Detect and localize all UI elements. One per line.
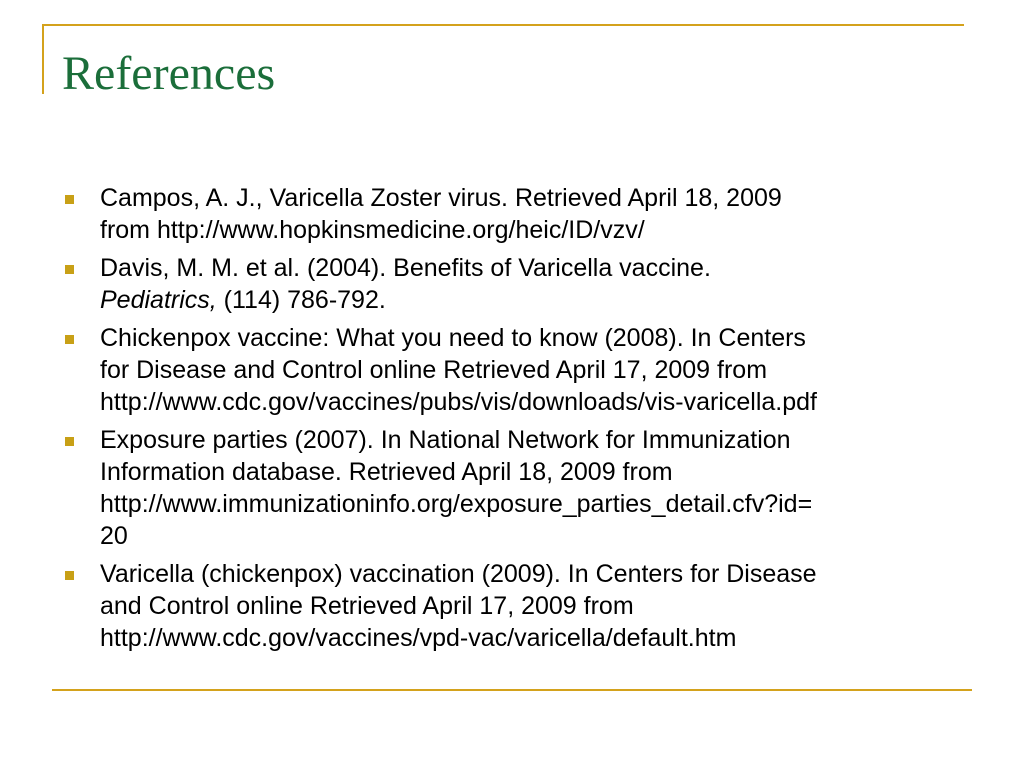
frame-bottom-rule (52, 689, 972, 691)
square-bullet-icon (65, 571, 74, 580)
reference-item-chickenpox-vaccine (62, 322, 982, 418)
reference-text (100, 252, 982, 316)
reference-text (100, 424, 982, 552)
reference-line: Davis, M. M. et al. (2004). Benefits of Varicella vaccine. (100, 254, 711, 282)
reference-line: http://www.cdc.gov/vaccines/pubs/vis/downloads/vis-varicella.pdf (100, 388, 817, 416)
reference-line (100, 284, 982, 316)
slide-title: References (62, 47, 276, 100)
square-bullet-icon (65, 437, 74, 446)
reference-item-exposure-parties (62, 424, 982, 552)
reference-text (100, 182, 982, 246)
reference-item-davis (62, 252, 982, 316)
reference-text (100, 558, 982, 654)
reference-line: Exposure parties (2007). In National Network for Immunization (100, 426, 791, 454)
reference-list (62, 182, 982, 660)
journal-name: Pediatrics, (100, 286, 217, 314)
square-bullet-icon (65, 195, 74, 204)
reference-line: Campos, A. J., Varicella Zoster virus. Retrieved April 18, 2009 (100, 184, 782, 212)
journal-volume-pages: (114) 786-792. (216, 286, 386, 314)
reference-line: Chickenpox vaccine: What you need to know (2008). In Centers (100, 324, 806, 352)
reference-line: 20 (100, 522, 128, 550)
reference-line: from http://www.hopkinsmedicine.org/heic/ID/vzv/ (100, 216, 645, 244)
frame-left-rule (42, 24, 44, 94)
square-bullet-icon (65, 265, 74, 274)
reference-line: Information database. Retrieved April 18, 2009 from (100, 458, 673, 486)
reference-line: http://www.cdc.gov/vaccines/vpd-vac/varicella/default.htm (100, 624, 737, 652)
reference-line: and Control online Retrieved April 17, 2009 from (100, 592, 634, 620)
reference-item-campos (62, 182, 982, 246)
square-bullet-icon (65, 335, 74, 344)
reference-line: http://www.immunizationinfo.org/exposure_parties_detail.cfv?id= (100, 490, 813, 518)
reference-line: for Disease and Control online Retrieved April 17, 2009 from (100, 356, 768, 384)
frame-top-rule (42, 24, 964, 26)
reference-line: Varicella (chickenpox) vaccination (2009). In Centers for Disease (100, 560, 817, 588)
reference-text (100, 322, 982, 418)
reference-item-varicella-vaccination (62, 558, 982, 654)
